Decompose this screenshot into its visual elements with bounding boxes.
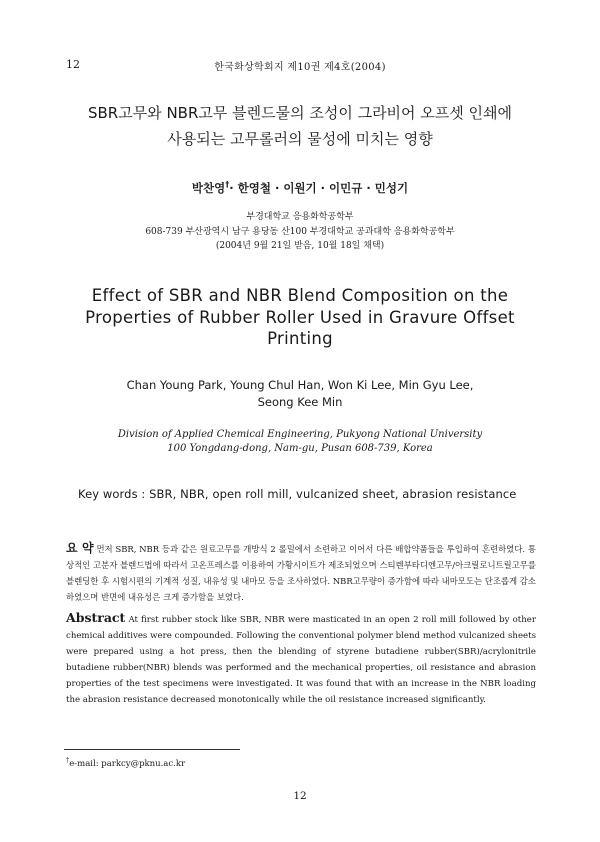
affiliation-english bbox=[40, 428, 560, 456]
corresponding-author-korean: 박찬영 bbox=[191, 181, 226, 195]
footnote-email: e-mail: parkcy@pknu.ac.kr bbox=[69, 758, 186, 769]
title-english-line2: Properties of Rubber Roller Used in Gravure Offset bbox=[85, 307, 515, 327]
affiliation-korean-line1: 부경대학교 응용화학공학부 bbox=[246, 212, 354, 222]
footnote-divider bbox=[64, 749, 240, 750]
affiliation-korean-line2: 608-739 부산광역시 남구 용당동 산100 부경대학교 공과대학 응용화학공학부 bbox=[145, 226, 455, 237]
page-number-bottom: 12 bbox=[293, 790, 307, 802]
abstract-english-body: At first rubber stock like SBR, NBR were masticated in an open 2 roll mill followed by other chemical additives were compounded. Following the conventional polymer blend method vulcanized sheets were prepared using a hot press, then the blending of styrene butadiene rubber(SBR)/acrylonitrile butadiene rubber(NBR) blends was performed and the mechanical properties, oil resistance and abrasion properties of the test specimens were investigated. It was found that with an increase in the NBR loading the abrasion resistance decreased monotonically while the oil resistance increased significantly. bbox=[66, 615, 536, 705]
authors-korean bbox=[0, 180, 600, 196]
abstract-korean bbox=[66, 540, 536, 605]
affiliation-english-line1: Division of Applied Chemical Engineering, Pukyong National University bbox=[117, 429, 483, 440]
keywords-label: Key words bbox=[78, 487, 138, 501]
affiliation-korean bbox=[40, 210, 560, 254]
keywords bbox=[78, 487, 578, 501]
abstract-english bbox=[66, 610, 536, 708]
affiliation-english-line2: 100 Yongdang-dong, Nam-gu, Pusan 608-739, Korea bbox=[167, 443, 433, 454]
other-authors-korean: · 한영철 · 이원기 · 이민규 · 민성기 bbox=[229, 181, 409, 195]
running-head: 한국화상학회지 제10권 제4호(2004) bbox=[214, 62, 386, 73]
title-english-line3: Printing bbox=[267, 329, 333, 348]
abstract-korean-body: 먼저 SBR, NBR 등과 같은 원료고무를 개방식 2 롤밀에서 소련하고 이어서 다른 배합약품들을 투입하여 혼련하였다. 통상적인 고분자 블렌드법에 따라서 고온프레스를 이용하여 가황시이트가 제조되었으며 스티렌부타디엔고무/아크릴로니트릴고무를 블렌딩한 후 시험시편의 기계적 성질, 내유성 및 내마모 등을 조사하였다. NBR고무량이 증가함에 따라 내마모도는 단조롭게 감소하였으며 반면에 내유성은 크게 증가함을 보였다. bbox=[66, 544, 536, 602]
keywords-text: : SBR, NBR, open roll mill, vulcanized sheet, abrasion resistance bbox=[137, 487, 517, 501]
footnote bbox=[66, 756, 185, 769]
title-korean-line1: SBR고무와 NBR고무 블렌드물의 조성이 그라비어 오프셋 인쇄에 bbox=[87, 104, 513, 122]
abstract-korean-lead: 요 약 bbox=[66, 541, 94, 555]
title-korean bbox=[40, 100, 560, 152]
authors-english-line2: Seong Kee Min bbox=[257, 395, 343, 409]
title-english bbox=[30, 285, 570, 350]
title-english-line1: Effect of SBR and NBR Blend Composition on the bbox=[91, 286, 509, 305]
received-date: (2004년 9월 21일 받음, 10월 18일 채택) bbox=[215, 241, 385, 251]
authors-english bbox=[40, 377, 560, 411]
title-korean-line2: 사용되는 고무롤러의 물성에 미치는 영향 bbox=[167, 130, 433, 148]
corresponding-mark: † bbox=[225, 180, 230, 190]
authors-english-line1: Chan Young Park, Young Chul Han, Won Ki Lee, Min Gyu Lee, bbox=[126, 378, 474, 392]
abstract-english-lead: Abstract bbox=[66, 610, 126, 625]
footnote-mark: † bbox=[66, 756, 70, 764]
page-number-top: 12 bbox=[66, 58, 80, 71]
